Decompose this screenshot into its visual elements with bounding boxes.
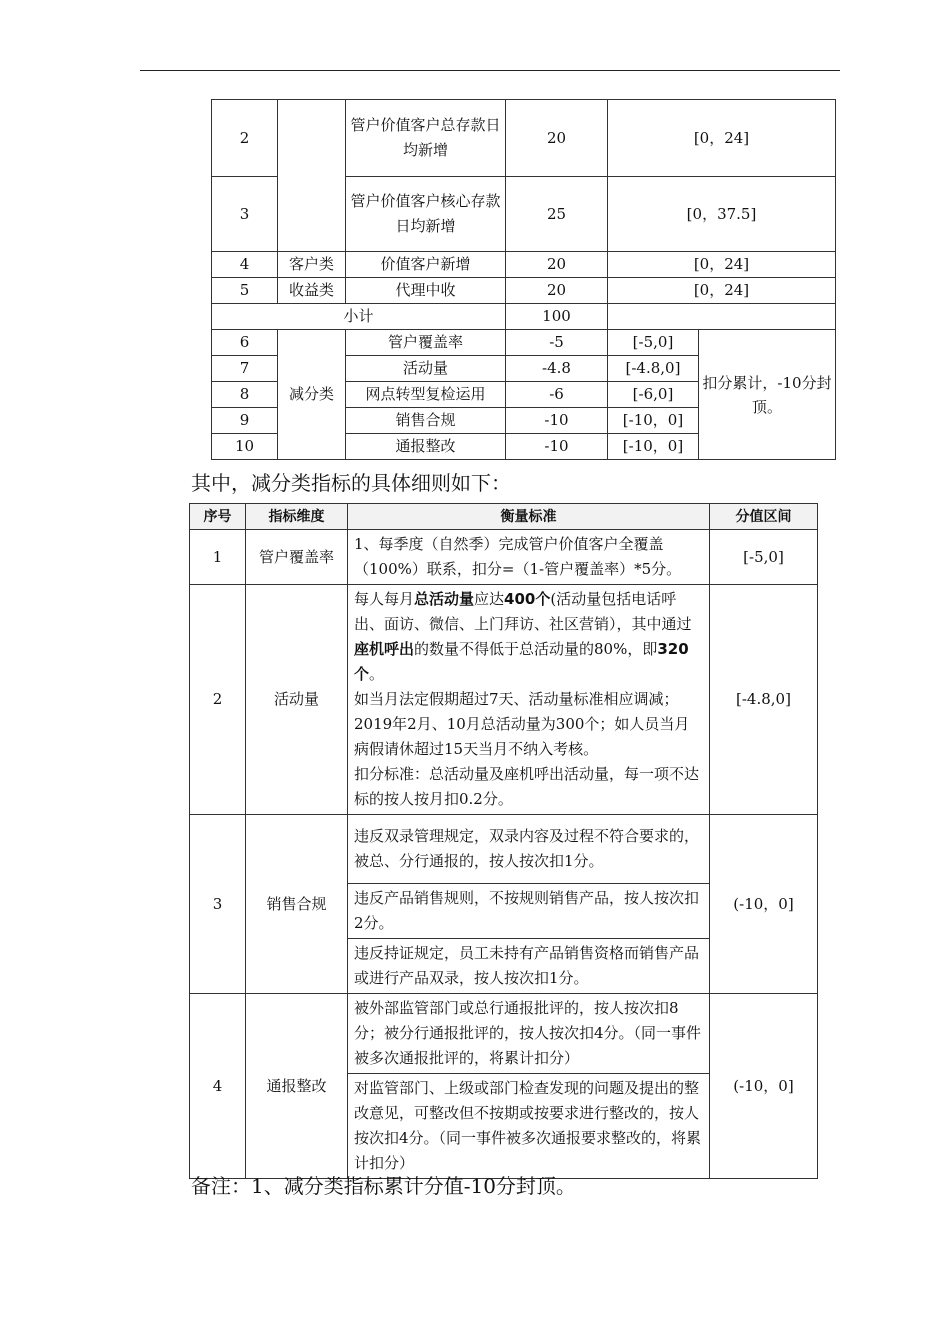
table-header-row — [190, 504, 818, 530]
indicator-name: 代理中收 — [346, 278, 506, 304]
score-range: [-5,0] — [710, 530, 818, 585]
indicator-dimension: 通报整改 — [246, 994, 348, 1179]
row-number: 8 — [212, 382, 278, 408]
row-number: 2 — [212, 100, 278, 177]
score-value: -10 — [506, 408, 608, 434]
criteria-text: 每人每月 — [354, 590, 415, 608]
score-value: 20 — [506, 278, 608, 304]
score-range: [-10，0] — [608, 408, 699, 434]
criteria-text: 的数量不得低于总活动量的80%，即 — [414, 640, 658, 658]
criteria-cell — [348, 585, 710, 815]
criteria-paragraph — [354, 587, 703, 687]
column-header: 指标维度 — [246, 504, 348, 530]
emphasis-text: 座机呼出 — [354, 640, 415, 658]
category-cell: 收益类 — [278, 278, 346, 304]
criteria-paragraph: 扣分标准：总活动量及座机呼出活动量，每一项不达标的按人按月扣0.2分。 — [354, 765, 700, 808]
score-range: [-5,0] — [608, 330, 699, 356]
table-row — [212, 100, 836, 177]
table-row — [190, 585, 818, 815]
emphasis-text: 320个 — [354, 640, 689, 683]
row-number: 4 — [212, 252, 278, 278]
note-text: 备注：1、减分类指标累计分值-10分封顶。 — [191, 1174, 576, 1198]
emphasis-text: 总活动量 — [414, 590, 475, 608]
emphasis-text: 400个 — [504, 590, 551, 608]
row-number: 6 — [212, 330, 278, 356]
subtotal-row — [212, 304, 836, 330]
row-number: 5 — [212, 278, 278, 304]
indicator-name: 销售合规 — [346, 408, 506, 434]
row-number: 3 — [190, 815, 246, 994]
indicator-name: 管户价值客户核心存款日均新增 — [346, 177, 506, 252]
score-value: 20 — [506, 252, 608, 278]
score-range: [-10，0] — [608, 434, 699, 460]
score-value: -5 — [506, 330, 608, 356]
score-range: [0，24] — [608, 252, 836, 278]
criteria-text: 被外部监管部门或总行通报批评的，按人按次扣8分；被分行通报批评的，按人按次扣4分。（同一事件被多次通报批评的，将累计扣分） — [348, 994, 710, 1074]
indicator-dimension: 销售合规 — [246, 815, 348, 994]
score-range: [0，24] — [608, 278, 836, 304]
criteria-text: 违反持证规定，员工未持有产品销售资格而销售产品或进行产品双录，按人按次扣1分。 — [348, 939, 710, 994]
subtotal-value: 100 — [506, 304, 608, 330]
table-row — [190, 530, 818, 585]
deduction-detail-table — [189, 503, 818, 1179]
criteria-text: 对监管部门、上级或部门检查发现的问题及提出的整改意见，可整改但不按期或按要求进行整改的，按人按次扣4分。（同一事件被多次通报要求整改的，将累计扣分） — [348, 1074, 710, 1179]
score-value: -6 — [506, 382, 608, 408]
score-range: (-10，0] — [710, 815, 818, 994]
header-rule — [140, 70, 840, 71]
score-table — [211, 99, 836, 460]
category-cell — [278, 100, 346, 252]
criteria-text: (活动量包括电话呼出、面访、微信、上门拜访、社区营销），其中通过 — [354, 590, 692, 633]
table-row — [212, 278, 836, 304]
criteria-text: 违反产品销售规则，不按规则销售产品，按人按次扣2分。 — [348, 884, 710, 939]
indicator-name: 管户覆盖率 — [346, 330, 506, 356]
row-number: 4 — [190, 994, 246, 1179]
empty-cell — [608, 304, 836, 330]
score-value: -4.8 — [506, 356, 608, 382]
category-cell: 客户类 — [278, 252, 346, 278]
row-number: 1 — [190, 530, 246, 585]
cap-note: 扣分累计，-10分封顶。 — [699, 330, 836, 460]
row-number: 7 — [212, 356, 278, 382]
indicator-name: 管户价值客户总存款日均新增 — [346, 100, 506, 177]
score-range: [0，37.5] — [608, 177, 836, 252]
row-number: 2 — [190, 585, 246, 815]
row-number: 9 — [212, 408, 278, 434]
column-header: 分值区间 — [710, 504, 818, 530]
score-value: 25 — [506, 177, 608, 252]
subtotal-label: 小计 — [212, 304, 506, 330]
score-range: [0，24] — [608, 100, 836, 177]
table-row — [190, 815, 818, 884]
criteria-text: 应达 — [474, 590, 505, 608]
indicator-dimension: 活动量 — [246, 585, 348, 815]
intro-text: 其中，减分类指标的具体细则如下： — [191, 471, 511, 495]
criteria-text: 1、每季度（自然季）完成管户价值客户全覆盖（100%）联系，扣分=（1-管户覆盖率）*5分。 — [348, 530, 710, 585]
score-range: [-4.8,0] — [710, 585, 818, 815]
score-value: -10 — [506, 434, 608, 460]
score-value: 20 — [506, 100, 608, 177]
table-row — [212, 252, 836, 278]
score-range: (-10，0] — [710, 994, 818, 1179]
indicator-name: 价值客户新增 — [346, 252, 506, 278]
indicator-name: 活动量 — [346, 356, 506, 382]
indicator-name: 通报整改 — [346, 434, 506, 460]
criteria-text: 。 — [369, 665, 385, 683]
column-header: 序号 — [190, 504, 246, 530]
table-row — [190, 994, 818, 1074]
score-range: [-6,0] — [608, 382, 699, 408]
column-header: 衡量标准 — [348, 504, 710, 530]
row-number: 10 — [212, 434, 278, 460]
criteria-paragraph: 如当月法定假期超过7天、活动量标准相应调减；2019年2月、10月总活动量为300个；如人员当月病假请休超过15天当月不纳入考核。 — [354, 690, 690, 758]
score-range: [-4.8,0] — [608, 356, 699, 382]
indicator-dimension: 管户覆盖率 — [246, 530, 348, 585]
row-number: 3 — [212, 177, 278, 252]
criteria-text: 违反双录管理规定，双录内容及过程不符合要求的，被总、分行通报的，按人按次扣1分。 — [348, 815, 710, 884]
indicator-name: 网点转型复检运用 — [346, 382, 506, 408]
category-cell: 减分类 — [278, 330, 346, 460]
table-row — [212, 330, 836, 356]
